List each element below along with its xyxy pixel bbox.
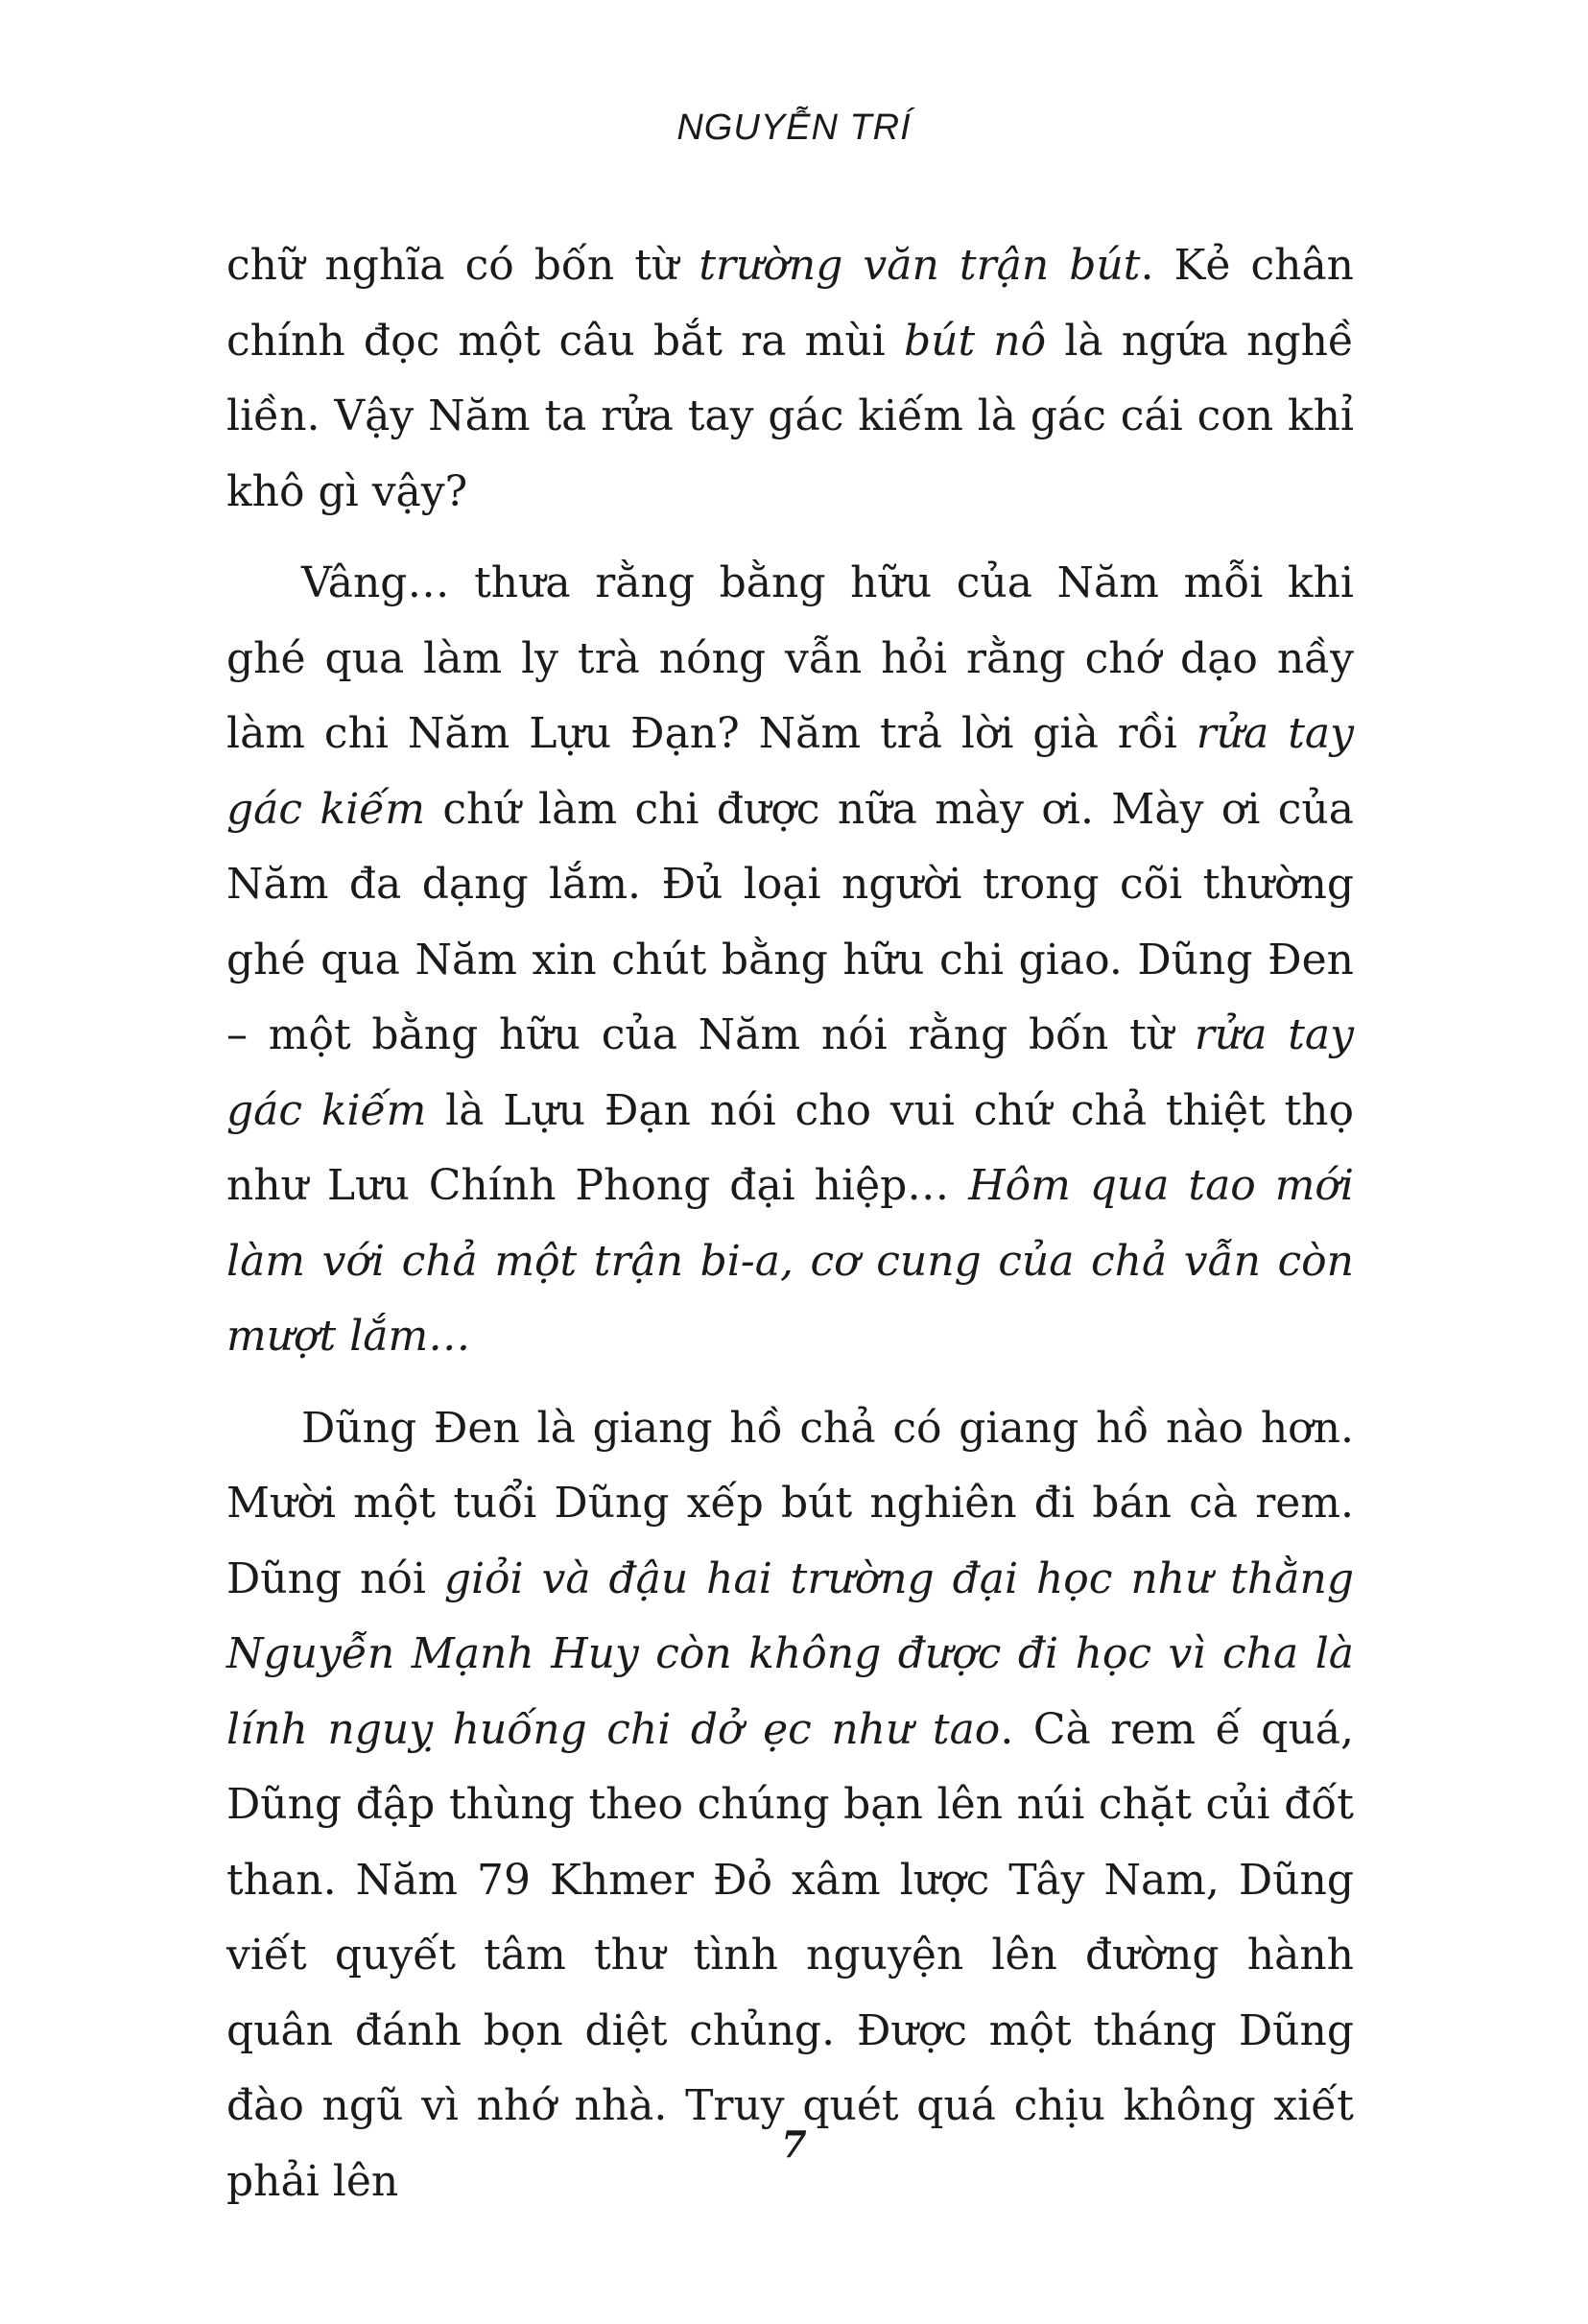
text-segment: là Lựu Đạn nói cho vui chứ chả thiệt thọ như Lưu Chính Phong đại hiệp… — [226, 1085, 1354, 1210]
paragraph-1 — [226, 228, 1354, 530]
paragraph-2 — [226, 546, 1354, 1375]
paragraph-3 — [226, 1391, 1354, 2220]
running-header-title: NGUYỄN TRÍ — [676, 107, 912, 148]
page-number: 7 — [781, 2122, 807, 2166]
body-text — [226, 228, 1354, 2219]
text-segment: . Kẻ chân chính đọc một câu bắt ra mùi — [226, 241, 1355, 366]
text-segment: Vâng… thưa rằng bằng hữu của Năm mỗi khi ghé qua làm ly trà nóng vẫn hỏi rằng chớ dạo nầy làm chi Năm Lựu Đạn? Năm trả lời già rồi — [226, 558, 1354, 758]
italic-segment: rửa tay gác kiếm — [226, 1010, 1354, 1135]
italic-segment: giỏi và đậu hai trường đại học như thằng Nguyễn Mạnh Huy còn không được đi học vì cha là lính nguỵ huống chi dở ẹc như tao — [226, 1553, 1354, 1754]
text-segment: là ngứa nghề liền. Vậy Năm ta rửa tay gác kiếm là gác cái con khỉ khô gì vậy? — [226, 316, 1354, 516]
italic-segment: Hôm qua tao mới làm với chả một trận bi-a, cơ cung của chả vẫn còn mượt lắm… — [226, 1161, 1354, 1361]
italic-segment: bút nô — [903, 316, 1047, 366]
text-segment: chữ nghĩa có bốn từ — [226, 241, 699, 290]
text-segment: . Cà rem ế quá, Dũng đập thùng theo chúng bạn lên núi chặt củi đốt than. Năm 79 Khmer Đỏ xâm lược Tây Nam, Dũng viết quyết tâm thư tình nguyện lên đường hành quân đánh bọn diệt chủng. Được một tháng Dũng đào ngũ vì nhớ nhà. Truy quét quá chịu không xiết phải lên — [226, 1704, 1354, 2206]
italic-segment: trường văn trận bút — [699, 241, 1141, 290]
text-segment: chứ làm chi được nữa mày ơi. Mày ơi của Năm đa dạng lắm. Đủ loại người trong cõi thường ghé qua Năm xin chút bằng hữu chi giao. Dũng Đen – một bằng hữu của Năm nói rằng bốn từ — [226, 784, 1354, 1059]
text-segment: Dũng Đen là giang hồ chả có giang hồ nào hơn. Mười một tuổi Dũng xếp bút nghiên đi bán cà rem. Dũng nói — [226, 1403, 1354, 1603]
italic-segment: rửa tay gác kiếm — [226, 709, 1355, 834]
